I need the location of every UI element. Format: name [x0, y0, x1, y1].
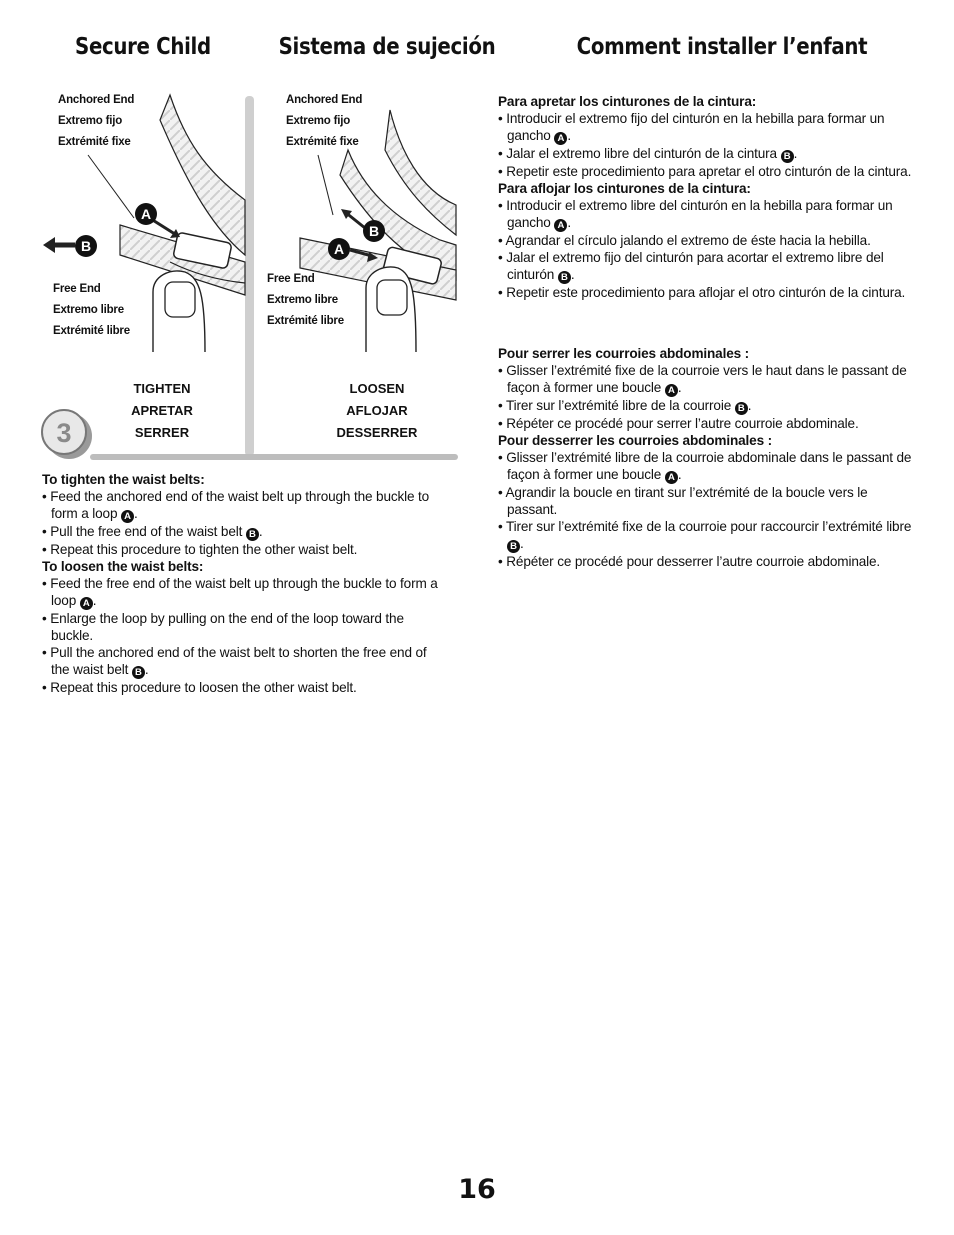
svg-text:3: 3	[56, 418, 72, 448]
circled-letter-a-icon: A	[121, 510, 134, 523]
list-item: • Glisser l’extrémité libre de la courroie abdominale dans le passant de façon à former une boucle A .	[498, 449, 916, 484]
loosen-anchored-end-label: Anchored End Extremo fijo Extrémité fixe	[286, 94, 363, 148]
step-badge	[42, 410, 92, 459]
list-item: • Agrandar el círculo jalando el extremo de éste hacia la hebilla.	[498, 232, 912, 249]
title-spanish: Sistema de sujeción	[278, 34, 496, 60]
list-item: • Introducir el extremo libre del cinturón en la hebilla para formar un gancho A .	[498, 197, 912, 232]
title-french: Comment installer l’enfant	[576, 34, 867, 60]
svg-text:B: B	[368, 223, 380, 239]
loosen-heading: Para aflojar los cinturones de la cintura:	[498, 181, 751, 196]
page-number: 16	[458, 1174, 496, 1205]
panel-divider	[245, 96, 254, 456]
list-item: • Repeat this procedure to loosen the other waist belt.	[42, 679, 442, 696]
loosen-action-label: LOOSEN AFLOJAR DESSERRER	[336, 381, 418, 440]
list-item: • Répéter ce procédé pour serrer l’autre courroie abdominale.	[498, 415, 916, 432]
list-item: • Jalar el extremo libre del cinturón de la cintura B .	[498, 145, 912, 163]
circled-letter-a-icon: A	[554, 132, 567, 145]
tighten-heading: Para apretar los cinturones de la cintura:	[498, 94, 757, 109]
circled-letter-a-icon: A	[665, 384, 678, 397]
loosen-free-end-label: Free End Extremo libre Extrémité libre	[267, 273, 344, 327]
tighten-action-label: TIGHTEN APRETAR SERRER	[131, 381, 193, 440]
list-item: • Jalar el extremo fijo del cinturón para acortar el extremo libre del cinturón B .	[498, 249, 912, 284]
tighten-anchored-end-label: Anchored End Extremo fijo Extrémité fixe	[58, 94, 135, 148]
list-item: • Feed the free end of the waist belt up through the buckle to form a loop A .	[42, 575, 442, 610]
tighten-free-end-label: Free End Extremo libre Extrémité libre	[53, 283, 130, 337]
list-item: • Introducir el extremo fijo del cinturón en la hebilla para formar un gancho A .	[498, 110, 912, 145]
list-item: • Repetir este procedimiento para aflojar el otro cinturón de la cintura.	[498, 284, 912, 301]
circled-letter-a-icon: A	[665, 471, 678, 484]
french-instructions	[498, 345, 916, 570]
list-item: • Tirer sur l’extrémité fixe de la courroie pour raccourcir l’extrémité libre B .	[498, 518, 916, 553]
list-item: • Tirer sur l’extrémité libre de la courroie B .	[498, 397, 916, 415]
list-item: • Répéter ce procédé pour desserrer l’autre courroie abdominale.	[498, 553, 916, 570]
list-item: • Agrandir la boucle en tirant sur l’extrémité de la boucle vers le passant.	[498, 484, 916, 518]
circled-letter-a-icon: A	[554, 219, 567, 232]
tighten-heading: Pour serrer les courroies abdominales :	[498, 346, 750, 361]
circled-letter-b-icon: B	[507, 540, 520, 553]
panel-base-bar	[90, 454, 458, 460]
list-item: • Repeat this procedure to tighten the other waist belt.	[42, 541, 442, 558]
svg-text:B: B	[80, 238, 92, 254]
title-english: Secure Child	[74, 34, 211, 60]
circled-letter-a-icon: A	[80, 597, 93, 610]
loosen-heading: Pour desserrer les courroies abdominales :	[498, 433, 772, 448]
list-item: • Pull the anchored end of the waist belt to shorten the free end of the waist belt B .	[42, 644, 442, 679]
list-item: • Glisser l’extrémité fixe de la courroie vers le haut dans le passant de façon à former une boucle A .	[498, 362, 916, 397]
tighten-heading: To tighten the waist belts:	[42, 472, 205, 487]
list-item: • Enlarge the loop by pulling on the end of the loop toward the buckle.	[42, 610, 442, 644]
circled-letter-b-icon: B	[735, 402, 748, 415]
circled-letter-b-icon: B	[781, 150, 794, 163]
list-item: • Feed the anchored end of the waist belt up through the buckle to form a loop A .	[42, 488, 442, 523]
circled-letter-b-icon: B	[132, 666, 145, 679]
circled-letter-b-icon: B	[246, 528, 259, 541]
circled-letter-b-icon: B	[558, 271, 571, 284]
svg-text:A: A	[333, 241, 345, 257]
list-item: • Repetir este procedimiento para apretar el otro cinturón de la cintura.	[498, 163, 912, 180]
svg-text:A: A	[140, 206, 152, 222]
spanish-instructions	[498, 93, 912, 301]
english-instructions	[42, 471, 442, 696]
loosen-heading: To loosen the waist belts:	[42, 559, 204, 574]
list-item: • Pull the free end of the waist belt B .	[42, 523, 442, 541]
